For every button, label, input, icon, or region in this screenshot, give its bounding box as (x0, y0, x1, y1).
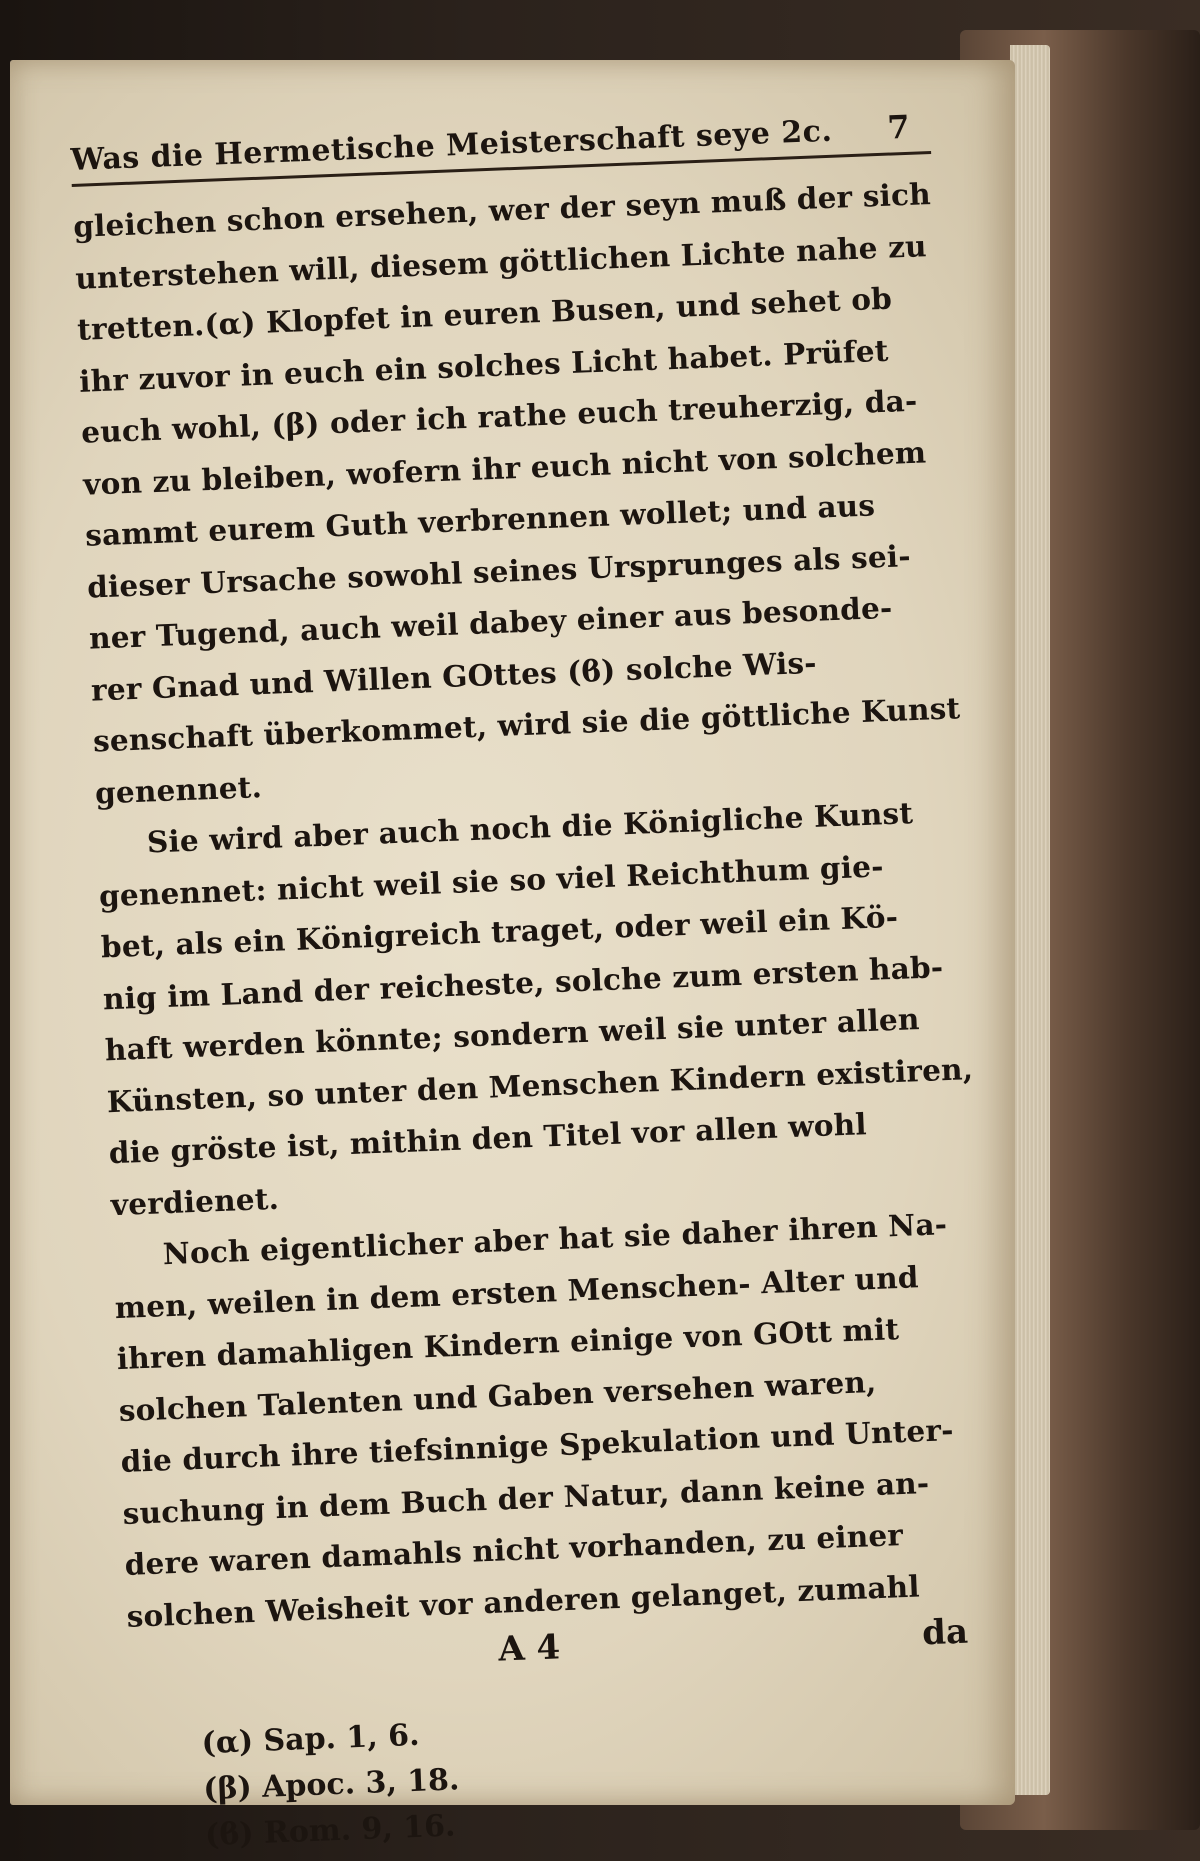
text-line: ihr zuvor in euch ein solches Licht habet. Prüfet (78, 332, 890, 399)
text-line: senschaft überkommet, wird sie die göttliche Kunst (92, 690, 961, 759)
body-text (72, 168, 987, 1642)
text-line: sammt eurem Guth verbrennen wollet; und aus (84, 487, 876, 553)
text-line: ner Tugend, auch weil dabey einer aus besonde- (88, 589, 894, 656)
text-line: nig im Land der reicheste, solche zum ersten hab- (102, 948, 944, 1016)
footnote: (ϐ) Rom. 9, 16. (204, 1808, 457, 1854)
text-line: suchung in dem Buch der Natur, dann keine an- (122, 1464, 930, 1531)
text-line: tretten.(α) Klopfet in euren Busen, und sehet ob (76, 280, 893, 347)
text-line: solchen Talenten und Gaben versehen waren, (118, 1363, 877, 1428)
footnote: (α) Sap. 1, 6. (200, 1717, 421, 1762)
text-line: haft werden könnte; sondern weil sie unter allen (104, 1001, 921, 1068)
page-content (70, 107, 996, 1861)
text-line: verdienet. (110, 1180, 280, 1222)
text-line: dere waren damahls nicht vorhanden, zu einer (124, 1517, 904, 1582)
text-line: genennet: nicht weil sie so viel Reichthum gie- (98, 847, 885, 913)
text-line: solchen Weisheit vor anderen gelanget, zumahl (126, 1567, 921, 1634)
text-line: Künsten, so unter den Menschen Kindern existiren, (106, 1050, 974, 1119)
catchword: da (921, 1611, 969, 1654)
text-line: Noch eigentlicher aber hat sie daher ihren Na- (162, 1206, 948, 1272)
signature-mark: A 4 (497, 1627, 561, 1670)
text-line: dieser Ursache sowohl seines Ursprunges als sei- (86, 537, 912, 605)
text-line: gleichen schon ersehen, wer der seyn muß der sich (72, 176, 932, 244)
text-line: die durch ihre tiefsinnige Spekulation und Unter- (120, 1412, 955, 1480)
text-line: die gröste ist, mithin den Titel vor allen wohl (108, 1106, 868, 1171)
text-line: euch wohl, (β) oder ich rathe euch treuherzig, da- (80, 382, 918, 450)
text-line: genennet. (94, 768, 263, 811)
text-line: bet, als ein Königreich traget, oder weil ein Kö- (100, 898, 899, 965)
text-line: von zu bleiben, wofern ihr euch nicht von solchem (82, 433, 927, 502)
footnote: (β) Apoc. 3, 18. (202, 1762, 461, 1808)
book-page (10, 60, 1015, 1854)
running-head-title: Was die Hermetische Meisterschaft seye 2c. (70, 113, 833, 178)
text-line: Sie wird aber auch noch die Königliche Kunst (146, 795, 914, 860)
footnotes (131, 1691, 996, 1861)
text-line: unterstehen will, diesem göttlichen Lichte nahe zu (74, 227, 928, 296)
page-block-edge (1010, 45, 1050, 1795)
text-line: rer Gnad und Willen GOttes (ϐ) solche Wis- (90, 644, 818, 708)
text-line: men, weilen in dem ersten Menschen- Alter und (114, 1258, 920, 1325)
text-line: ihren damahligen Kindern einige von GOtt mit (116, 1311, 900, 1377)
page-number: 7 (886, 107, 911, 147)
